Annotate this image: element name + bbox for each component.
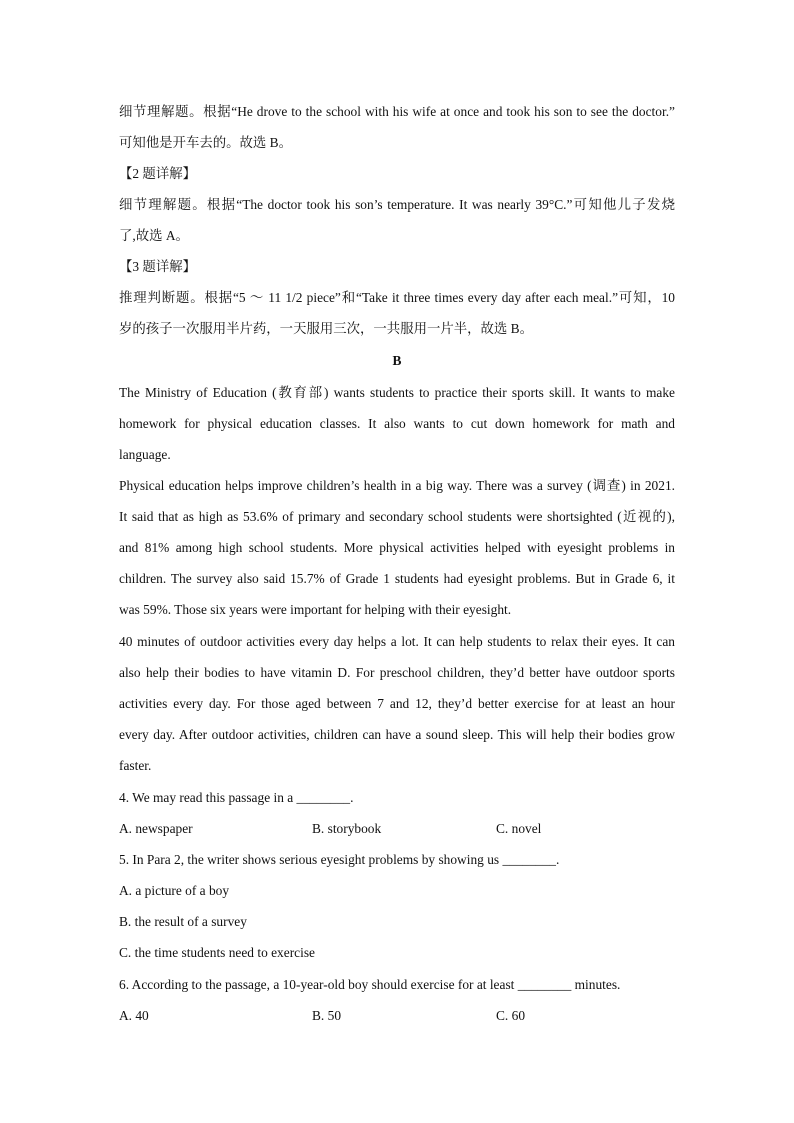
q4-option-a: A. newspaper (119, 821, 193, 836)
question-5: 5. In Para 2, the writer shows serious eyesight problems by showing us ________. (119, 852, 560, 867)
q5-option-c: C. the time students need to exercise (119, 945, 315, 960)
explanation-q1-line-2: 可知他是开车去的。故选 B。 (119, 135, 292, 150)
q4-option-c: C. novel (496, 821, 542, 836)
passage-para2-line-3: and 81% among high school students. More physical activities helped with eyesight problems in (119, 540, 675, 555)
explanation-q3-line-1: 推理判断题。根据“5 ～ 11 1/2 piece”和“Take it three times every day after each meal.”可知，10 (119, 290, 675, 305)
passage-para2-line-1: Physical education helps improve children’s health in a big way. There was a survey (调查) in 2021. (119, 478, 675, 493)
q5-option-b: B. the result of a survey (119, 914, 247, 929)
q4-option-b: B. storybook (312, 821, 382, 836)
passage-para3-line-3: activities every day. For those aged between 7 and 12, they’d better exercise for at least an hour (119, 696, 675, 711)
q6-option-a: A. 40 (119, 1008, 149, 1023)
passage-para3-line-5: faster. (119, 758, 152, 773)
question-4: 4. We may read this passage in a ________. (119, 790, 354, 805)
passage-para3-line-1: 40 minutes of outdoor activities every day helps a lot. It can help students to relax their eyes. It can (119, 634, 675, 649)
passage-para2-line-2: It said that as high as 53.6% of primary and secondary school students were shortsighted (近视的), (119, 509, 675, 524)
section-title-b: B (392, 353, 402, 368)
passage-para2-line-4: children. The survey also said 15.7% of Grade 1 students had eyesight problems. But in Grade 6, it (119, 571, 675, 586)
passage-para1-line-1: The Ministry of Education (教育部) wants students to practice their sports skill. It wants to make (119, 385, 675, 400)
q5-option-a: A. a picture of a boy (119, 883, 230, 898)
explanation-q1-line-1: 细节理解题。根据“He drove to the school with his wife at once and took his son to see the doctor.” (119, 104, 675, 119)
explanation-q2-line-2: 了,故选 A。 (119, 228, 189, 243)
q6-option-c: C. 60 (496, 1008, 526, 1023)
passage-para1-line-3: language. (119, 447, 171, 462)
passage-para2-line-5: was 59%. Those six years were important for helping with their eyesight. (119, 602, 512, 617)
heading-q3-detail: 【3 题详解】 (119, 259, 196, 274)
passage-para1-line-2: homework for physical education classes. It also wants to cut down homework for math and (119, 416, 675, 431)
q6-option-b: B. 50 (312, 1008, 342, 1023)
passage-para3-line-2: also help their bodies to have vitamin D. For preschool children, they’d better have outdoor sports (119, 665, 675, 680)
explanation-q2-line-1: 细节理解题。根据“The doctor took his son’s temperature. It was nearly 39°C.”可知他儿子发烧 (119, 197, 675, 212)
explanation-q3-line-2: 岁的孩子一次服用半片药，一天服用三次，一共服用一片半，故选 B。 (119, 321, 533, 336)
passage-para3-line-4: every day. After outdoor activities, children can have a sound sleep. This will help their bodies grow (119, 727, 675, 742)
question-6: 6. According to the passage, a 10-year-old boy should exercise for at least ________ minutes. (119, 977, 621, 992)
heading-q2-detail: 【2 题详解】 (119, 166, 196, 181)
